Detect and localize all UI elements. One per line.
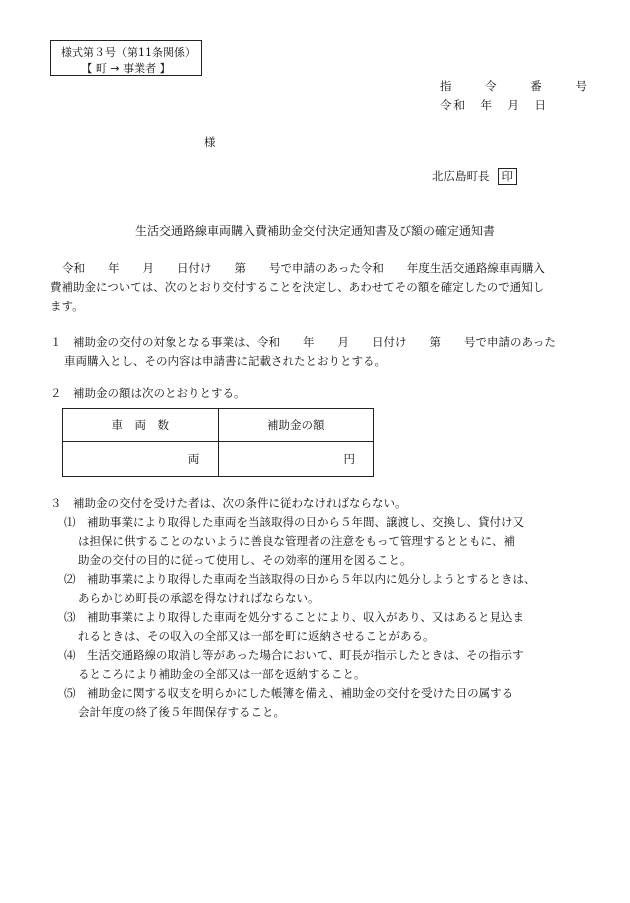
intro-line-1: 令和 年 月 日付け 第 号で申請のあった令和 年度生活交通路線車両購入 [62,261,545,275]
issuer-name: 北広島町長 [432,169,490,183]
condition5-line-2: 会計年度の終了後５年間保存すること。 [78,705,285,719]
vehicle-count-header: 車 両 数 [63,409,219,442]
item3-heading: ３ 補助金の交付を受けた者は、次の条件に従わなければならない。 [50,496,407,510]
item2-heading: ２ 補助金の額は次のとおりとする。 [50,386,246,400]
item1-line-1: １ 補助金の交付の対象となる事業は、令和 年 月 日付け 第 号で申請のあった [50,335,556,349]
document-title: 生活交通路線車両購入費補助金交付決定通知書及び額の確定通知書 [134,224,495,238]
condition1-line-1: ⑴ 補助事業により取得した車両を当該取得の日から５年間、譲渡し、交換し、貸付け又 [64,515,524,529]
intro-line-3: ます。 [50,299,84,313]
subsidy-amount-table [62,408,374,477]
subsidy-amount-header: 補助金の額 [218,409,374,442]
issue-date-label: 令和 年 月 日 [440,98,548,112]
condition1-line-2: は担保に供することのないように善良な管理者の注意をもって管理するとともに、補 [78,534,515,548]
issuer-line [432,168,517,185]
form-number-label: 様式第３号（第11条関係） [61,46,196,59]
intro-line-2: 費補助金については、次のとおり交付することを決定し、あわせてその額を確定したので通知し [50,280,545,294]
form-direction-label: 【 町 → 事業者 】 [81,62,171,75]
condition3-line-1: ⑶ 補助事業により取得した車両を処分することにより、収入があり、又はあると見込ま [64,610,524,624]
subsidy-amount-cell: 円 [218,442,374,477]
form-number-box [50,40,202,76]
condition3-line-2: れるときは、その収入の全部又は一部を町に返納させることがある。 [78,629,435,643]
seal-mark: 印 [498,168,518,185]
condition2-line-2: あらかじめ町長の承認を得なければならない。 [78,591,320,605]
condition5-line-1: ⑸ 補助金に関する収支を明らかにした帳簿を備え、補助金の交付を受けた日の属する [64,686,514,700]
item1-line-2: 車両購入とし、その内容は申請書に記載されたとおりとする。 [64,354,386,368]
condition2-line-1: ⑵ 補助事業により取得した車両を当該取得の日から５年以内に処分しようとするときは、 [64,572,536,586]
condition4-line-2: るところにより補助金の全部又は一部を返納すること。 [78,667,366,681]
condition4-line-1: ⑷ 生活交通路線の取消し等があった場合において、町長が指示したときは、その指示す [64,648,524,662]
addressee-suffix: 様 [204,135,216,149]
reference-number-label: 指 令 番 号 [440,79,602,93]
vehicle-count-cell: 両 [63,442,219,477]
condition1-line-3: 助金の交付の目的に従って使用し、その効率的運用を図ること。 [78,553,412,567]
